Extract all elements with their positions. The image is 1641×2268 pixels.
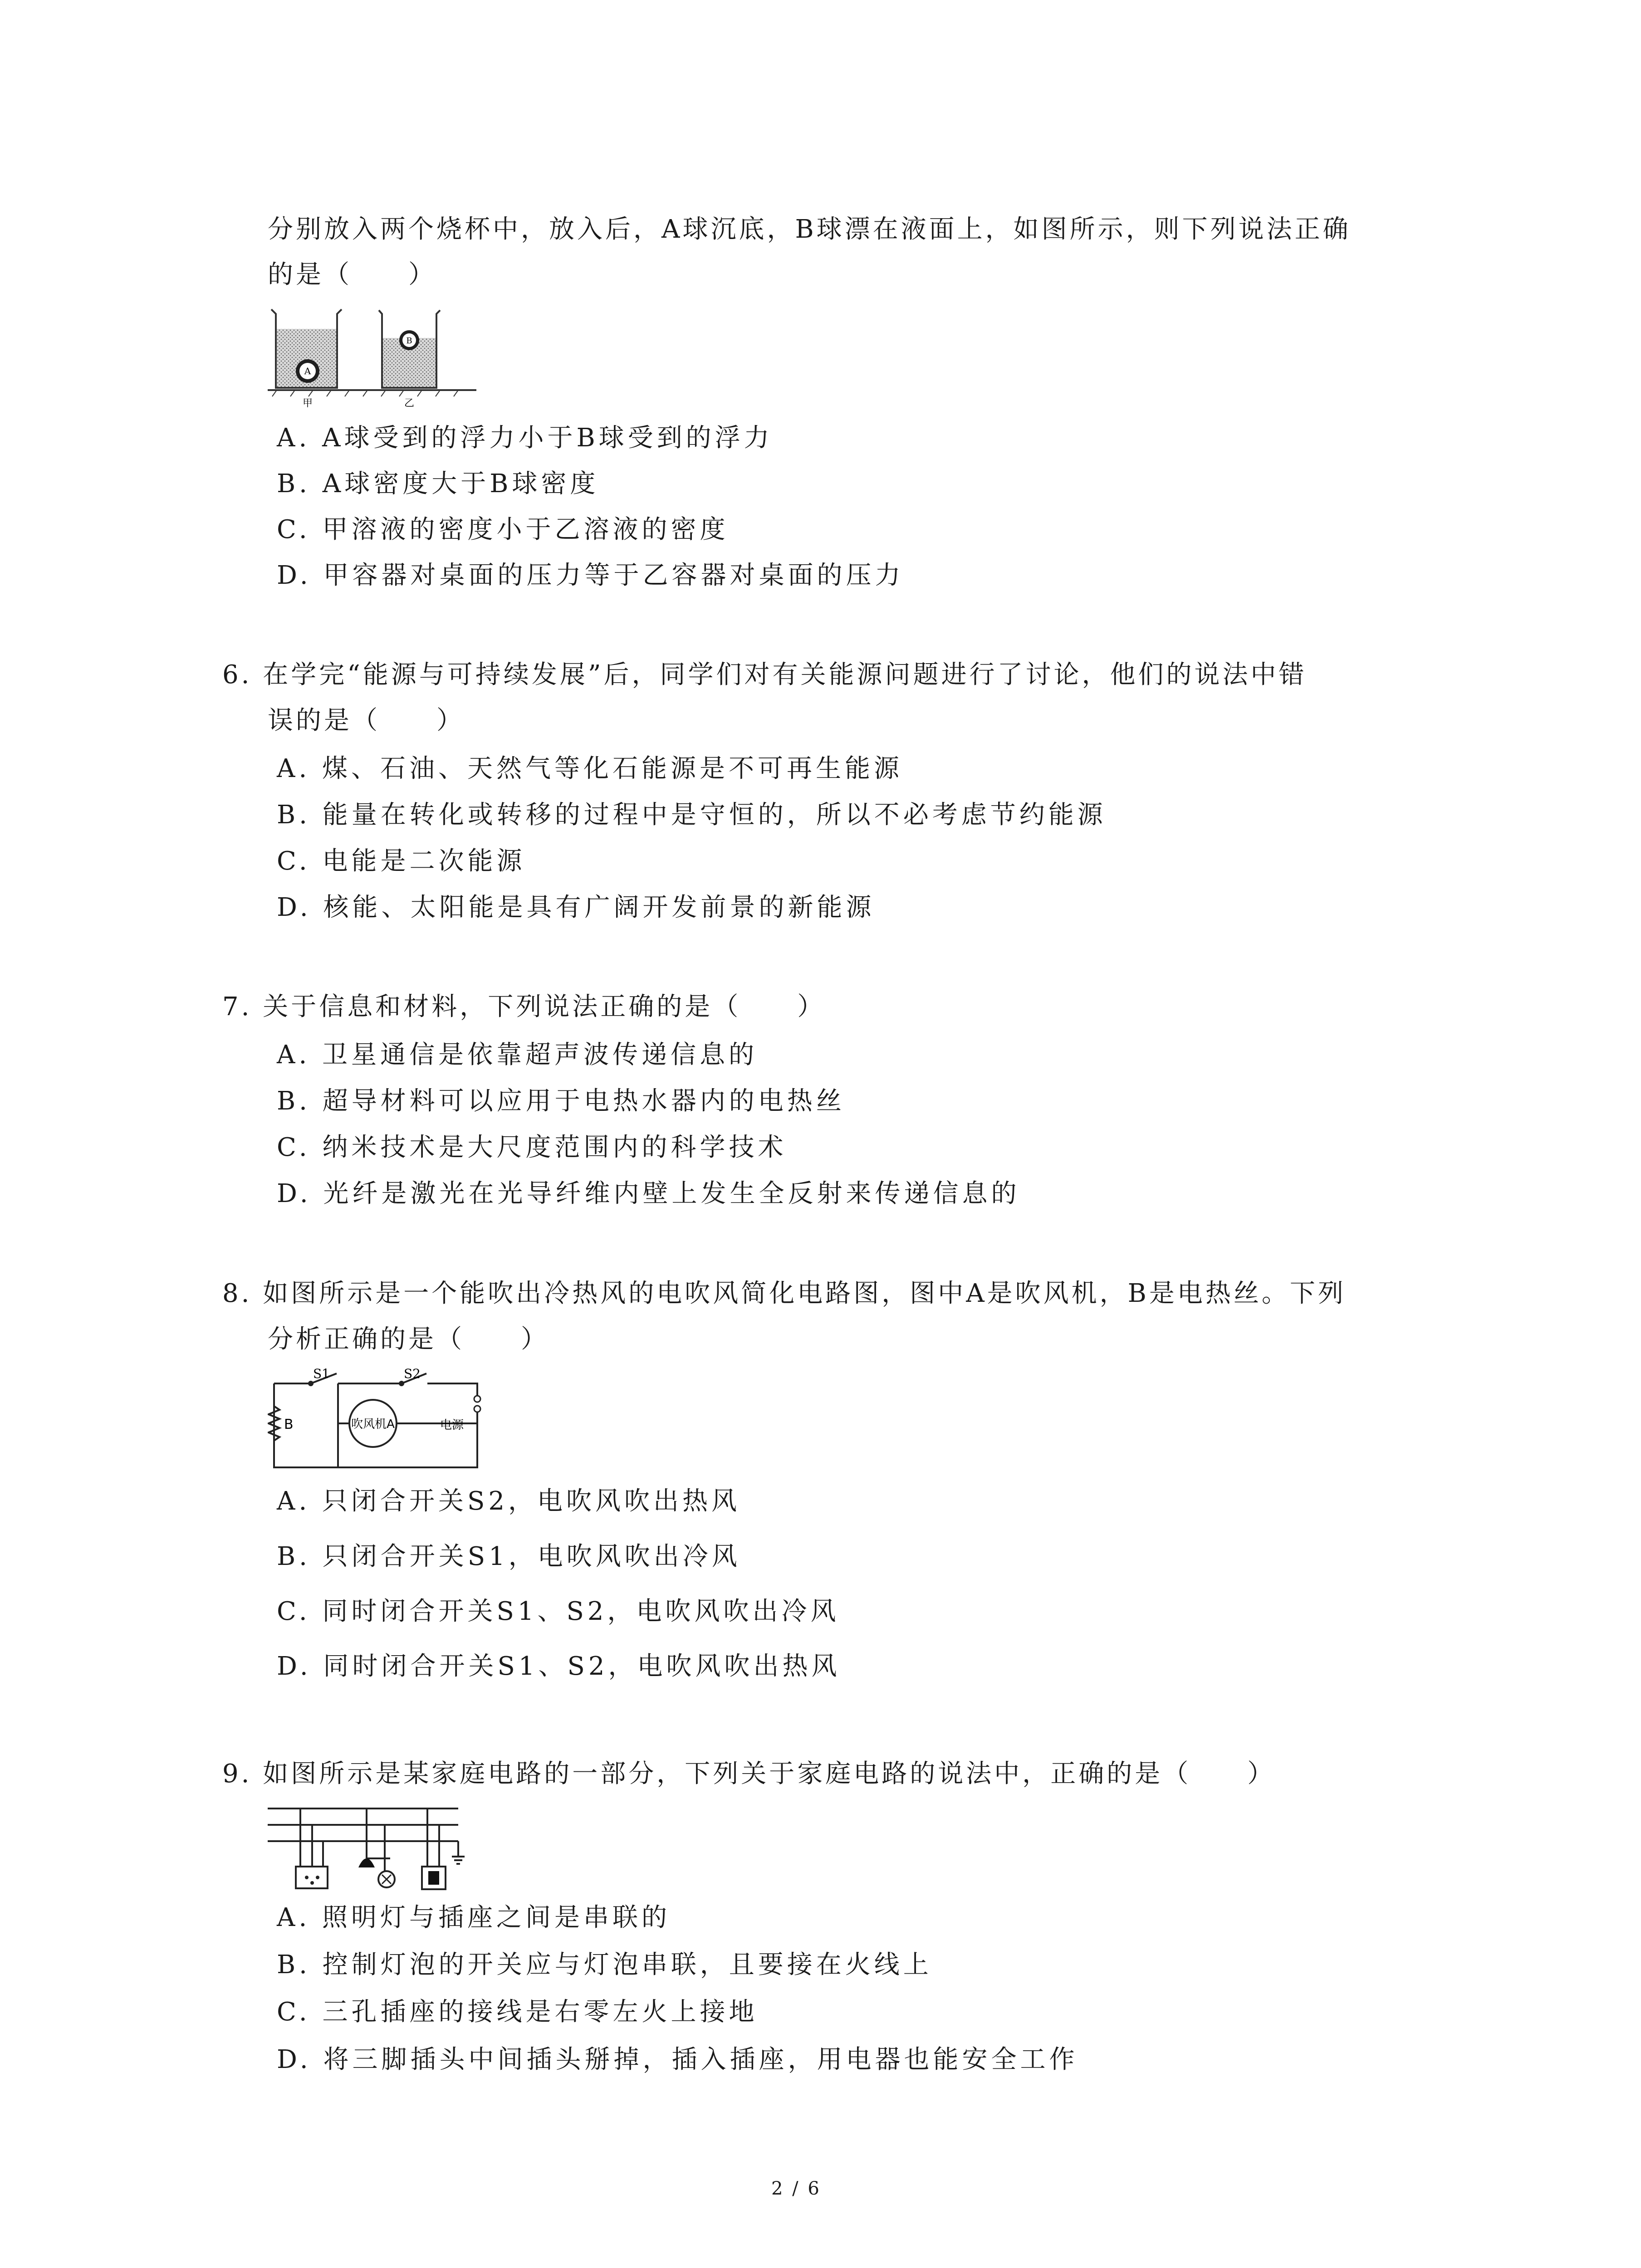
q8-option-d: D. 同时闭合开关S1、S2，电吹风吹出热风 xyxy=(277,1652,841,1681)
q6-stem-line2: 误的是（ ） xyxy=(268,706,465,735)
q5-stem-line1: 分别放入两个烧杯中，放入后，A球沉底，B球漂在液面上，如图所示，则下列说法正确 xyxy=(268,215,1351,244)
q5-stem-line2: 的是（ ） xyxy=(268,260,436,289)
q7-option-a: A. 卫星通信是依靠超声波传递信息的 xyxy=(277,1040,758,1070)
q9-option-d: D. 将三脚插头中间插头掰掉，插入插座，用电器也能安全工作 xyxy=(277,2045,1078,2074)
q5-option-d: D. 甲容器对桌面的压力等于乙容器对桌面的压力 xyxy=(277,561,904,590)
beaker-yi xyxy=(379,310,440,388)
label-jia: 甲 xyxy=(302,398,313,408)
q6-option-a: A. 煤、石油、天然气等化石能源是不可再生能源 xyxy=(277,754,903,783)
ball-b-label: B xyxy=(406,336,412,346)
q5-option-a: A. A球受到的浮力小于B球受到的浮力 xyxy=(277,423,773,453)
socket-icon xyxy=(305,1876,319,1885)
q5-option-c: C. 甲溶液的密度小于乙溶液的密度 xyxy=(277,515,729,544)
q9-option-b: B. 控制灯泡的开关应与灯泡串联，且要接在火线上 xyxy=(277,1950,932,1980)
q8-stem-line1: 8. 如图所示是一个能吹出冷热风的电吹风简化电路图，图中A是吹风机，B是电热丝。下列 xyxy=(222,1279,1346,1308)
q9-option-a: A. 照明灯与插座之间是串联的 xyxy=(277,1903,671,1932)
q8-hairdryer-circuit xyxy=(268,1365,485,1474)
q8-option-a: A. 只闭合开关S2，电吹风吹出热风 xyxy=(277,1486,741,1516)
lamp-icon xyxy=(358,1858,395,1887)
q7-option-c: C. 纳米技术是大尺度范围内的科学技术 xyxy=(277,1133,787,1162)
switch-s2-label: S2 xyxy=(404,1366,421,1381)
q9-option-c: C. 三孔插座的接线是右零左火上接地 xyxy=(277,1997,758,2027)
resistor-b-label: B xyxy=(284,1417,294,1432)
power-source-label: 电源 xyxy=(440,1418,464,1432)
q7-stem: 7. 关于信息和材料，下列说法正确的是（ ） xyxy=(222,992,826,1022)
q8-stem-line2: 分析正确的是（ ） xyxy=(268,1325,549,1354)
q6-option-b: B. 能量在转化或转移的过程中是守恒的，所以不必考虑节约能源 xyxy=(277,800,1107,830)
q9-stem: 9. 如图所示是某家庭电路的一部分，下列关于家庭电路的说法中，正确的是（ ） xyxy=(222,1759,1276,1789)
q9-household-circuit xyxy=(268,1803,495,1894)
motor-a-label: 吹风机A xyxy=(351,1418,395,1431)
q5-option-b: B. A球密度大于B球密度 xyxy=(277,469,599,499)
switch-s1-label: S1 xyxy=(313,1366,330,1381)
q8-option-c: C. 同时闭合开关S1、S2，电吹风吹出冷风 xyxy=(277,1597,840,1626)
q6-option-d: D. 核能、太阳能是具有广阔开发前景的新能源 xyxy=(277,893,875,922)
q6-option-c: C. 电能是二次能源 xyxy=(277,846,526,876)
q7-option-b: B. 超导材料可以应用于电热水器内的电热丝 xyxy=(277,1086,845,1116)
ball-a-label: A xyxy=(304,366,311,376)
q5-beakers-figure xyxy=(268,304,476,408)
q7-option-d: D. 光纤是激光在光导纤维内壁上发生全反射来传递信息的 xyxy=(277,1179,1020,1208)
q6-stem-line1: 6. 在学完“能源与可持续发展”后，同学们对有关能源问题进行了讨论，他们的说法中错 xyxy=(222,660,1307,689)
switch-icon xyxy=(428,1871,439,1885)
page-number: 2 / 6 xyxy=(771,2178,821,2199)
q8-option-b: B. 只闭合开关S1，电吹风吹出冷风 xyxy=(277,1542,741,1571)
label-yi: 乙 xyxy=(404,398,415,408)
